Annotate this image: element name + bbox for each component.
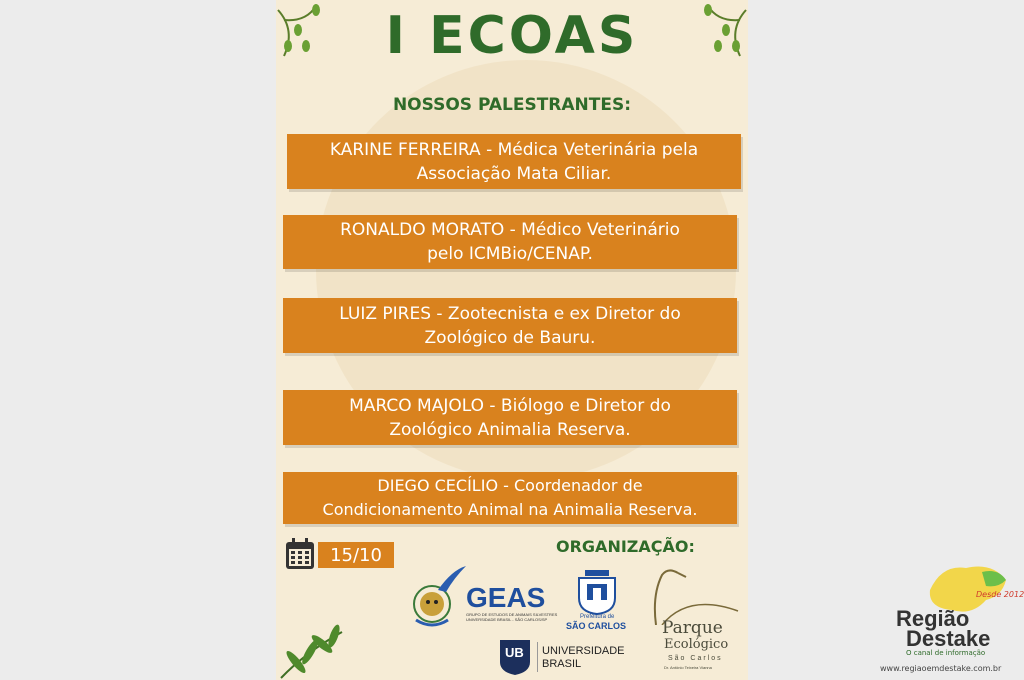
calendar-icon: [284, 537, 316, 571]
speaker-line: MARCO MAJOLO - Biólogo e Diretor do: [349, 395, 671, 416]
leaf-branch-icon: [276, 612, 346, 680]
speaker-line: LUIZ PIRES - Zootecnista e ex Diretor do: [339, 303, 681, 324]
parque-subtitle: Ecológico: [664, 637, 729, 652]
ub-mark: UB: [505, 645, 524, 660]
prefeitura-city: SÃO CARLOS: [566, 621, 627, 631]
speaker-card: [283, 472, 737, 524]
geas-tagline: UNIVERSIDADE BRASIL - SÃO CARLOS/SP: [466, 617, 548, 622]
organization-heading: ORGANIZAÇÃO:: [556, 537, 695, 556]
city-crest-icon: [575, 568, 619, 616]
watermark-badge: Desde 2012: [976, 590, 1024, 599]
speaker-line: pelo ICMBio/CENAP.: [427, 244, 593, 264]
parque-title: Parque: [662, 618, 723, 638]
watermark-title: Região: [896, 606, 970, 631]
geas-logo-name: GEAS: [466, 582, 546, 613]
geas-bird-icon: [408, 560, 468, 630]
speaker-card: [283, 298, 737, 353]
speaker-line: Condicionamento Animal na Animalia Reserva.: [322, 500, 698, 519]
event-date: 15/10: [318, 542, 394, 568]
speaker-card: [287, 134, 741, 189]
parque-city: São Carlos: [668, 655, 723, 662]
speaker-card: [283, 215, 737, 269]
ub-name: BRASIL: [542, 658, 582, 670]
speaker-card: [283, 390, 737, 445]
watermark-title: Destake: [906, 626, 991, 651]
poster-title: I ECOAS: [385, 6, 639, 66]
ub-divider: [537, 642, 538, 672]
geas-tagline: GRUPO DE ESTUDOS DE ANIMAIS SILVESTRES: [466, 612, 558, 617]
speaker-line: RONALDO MORATO - Médico Veterinário: [340, 220, 680, 240]
ub-name: UNIVERSIDADE: [542, 645, 625, 657]
prefeitura-label: Prefeitura de: [580, 614, 615, 620]
speakers-heading: NOSSOS PALESTRANTES:: [392, 95, 632, 115]
speaker-line: KARINE FERREIRA - Médica Veterinária pela: [329, 139, 699, 160]
speaker-line: DIEGO CECÍLIO - Coordenador de: [377, 476, 643, 495]
watermark-tagline: O canal de informação: [906, 649, 986, 657]
speaker-line: Zoológico Animalia Reserva.: [389, 419, 631, 440]
watermark-url: www.regiaoemdestake.com.br: [880, 664, 1002, 673]
speaker-line: Zoológico de Bauru.: [424, 327, 596, 348]
speaker-line: Associação Mata Ciliar.: [416, 163, 612, 184]
watermark-logo: [880, 560, 1024, 680]
heron-icon: [648, 565, 748, 625]
parque-dedication: Dr. Antônio Teixeira Vianna: [664, 665, 712, 670]
